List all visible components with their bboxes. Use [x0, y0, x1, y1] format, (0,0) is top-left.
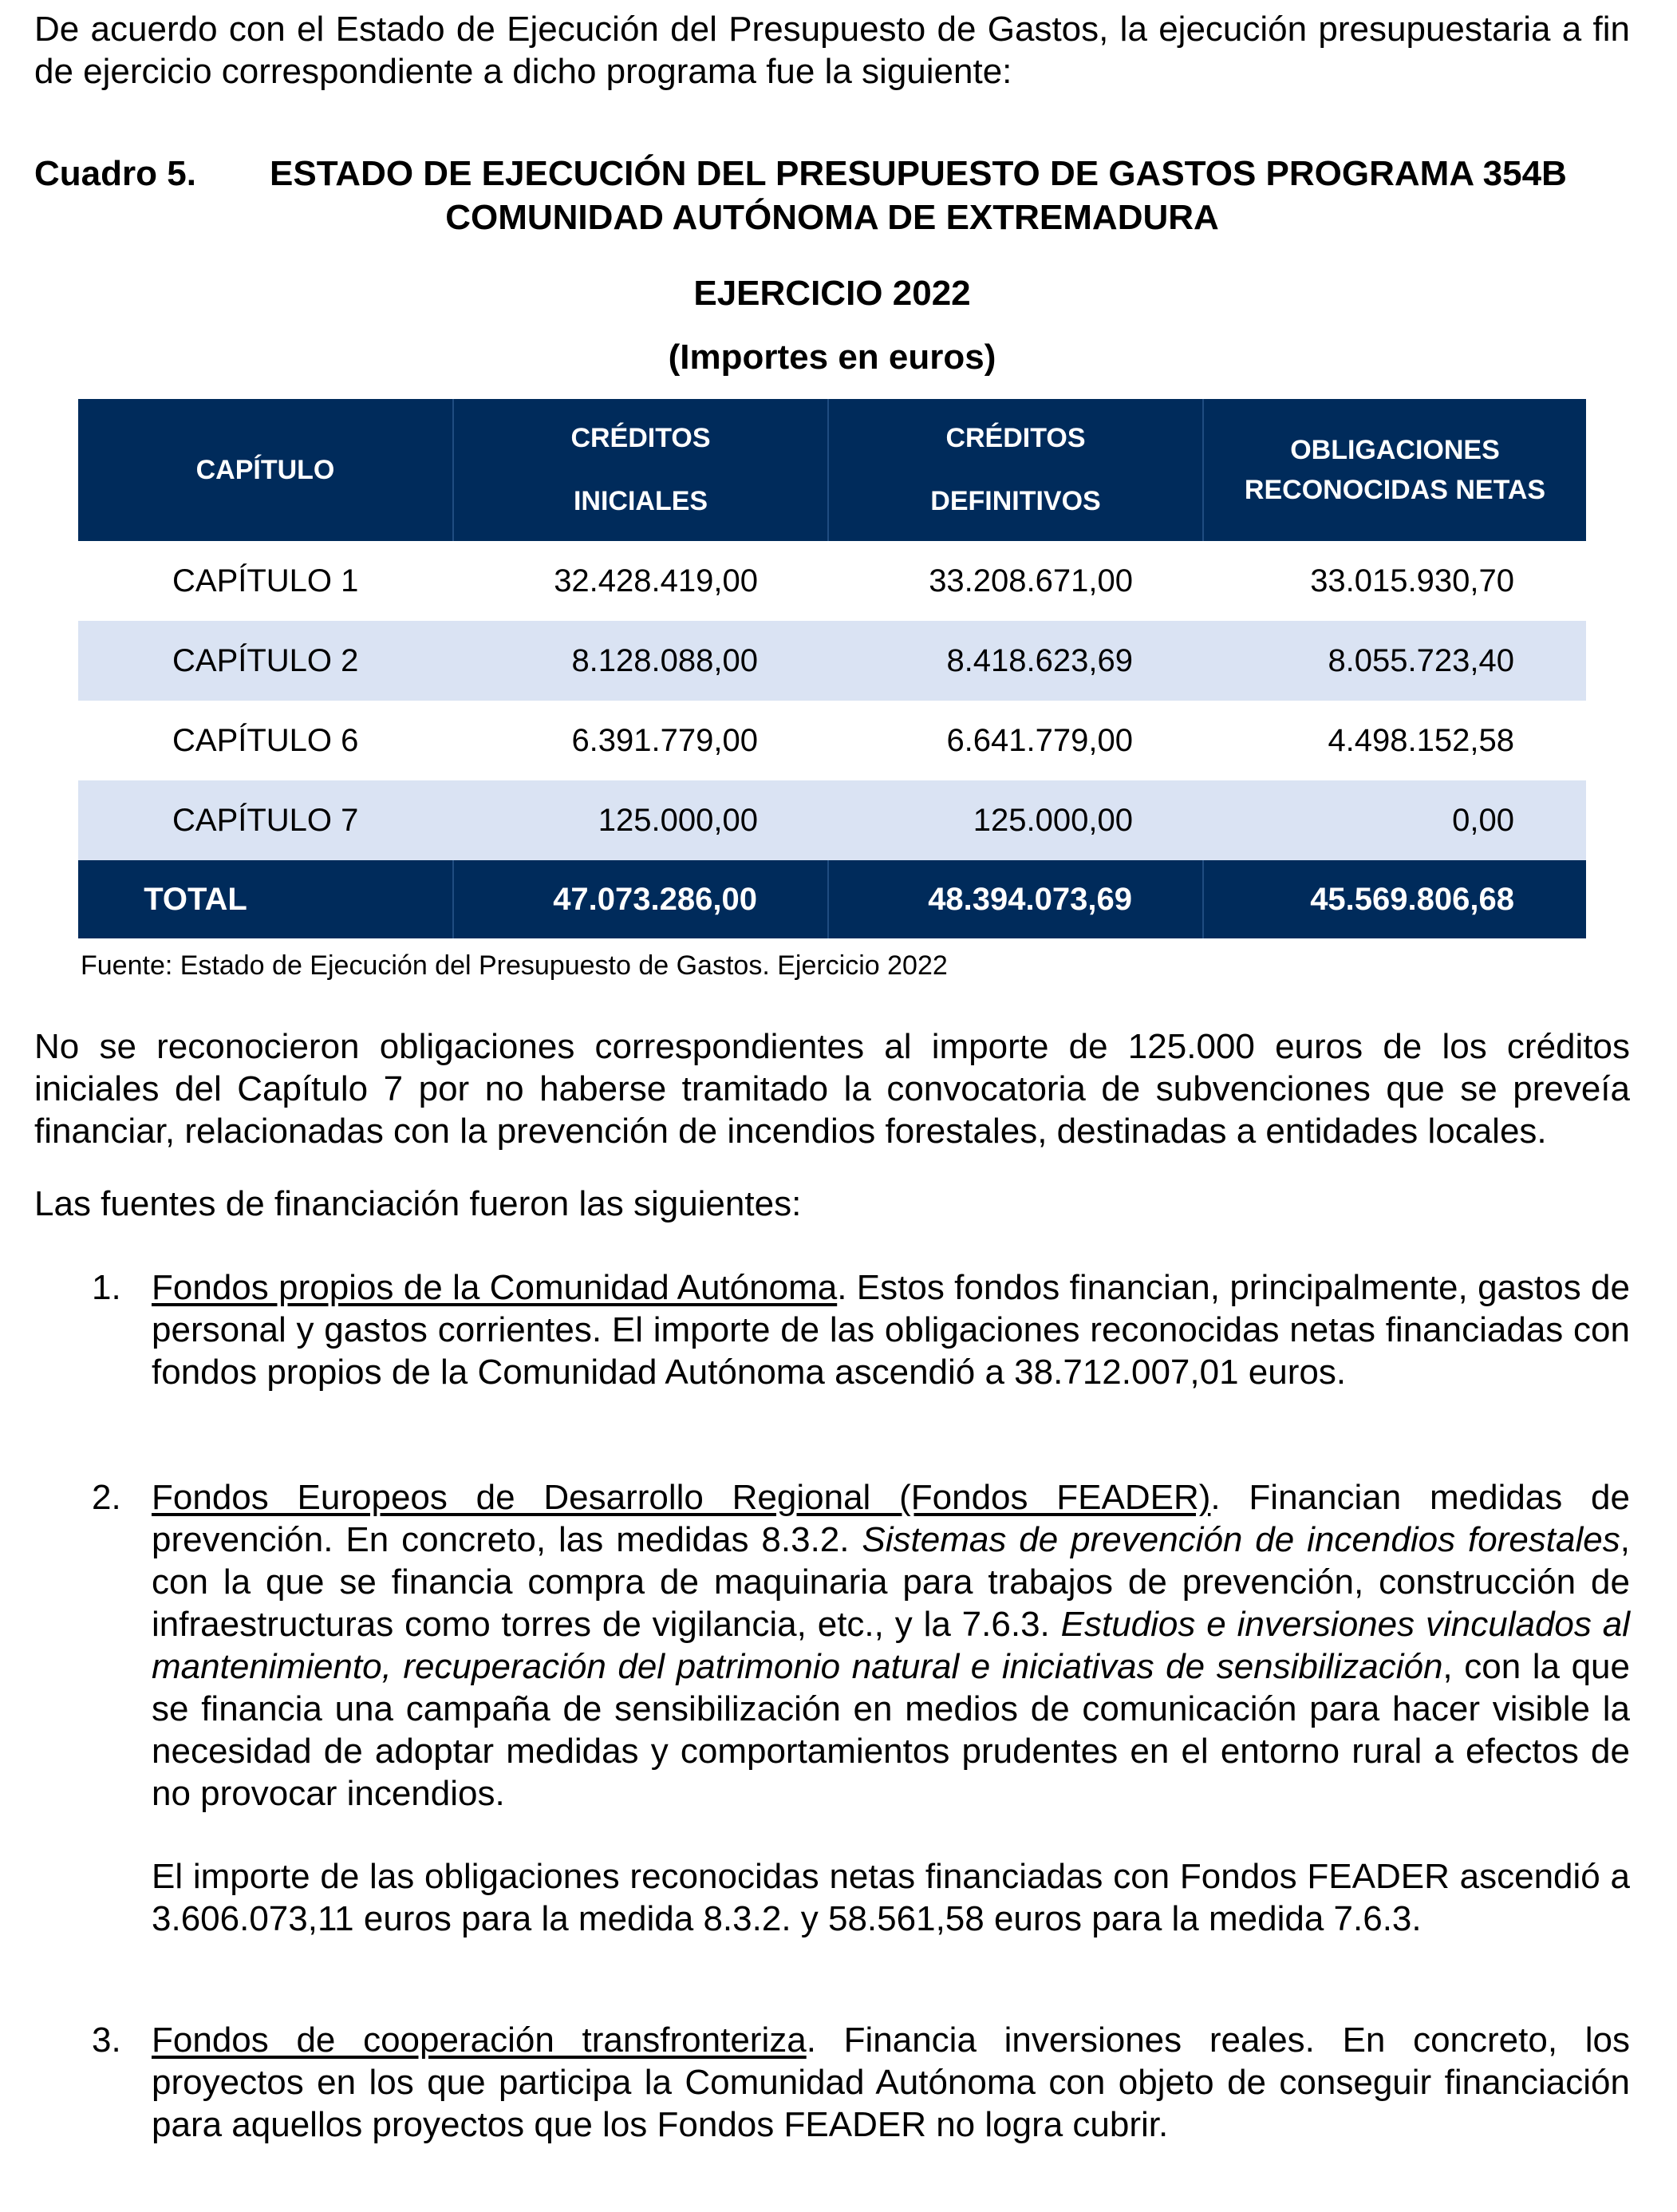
- cell-iniciales: 6.391.779,00: [571, 722, 758, 758]
- list-item-title: Fondos de cooperación transfronteriza: [152, 2020, 807, 2060]
- importes-subheading: (Importes en euros): [668, 338, 996, 377]
- header-creditos-iniciales: [453, 399, 828, 541]
- cell-obligaciones: 8.055.723,40: [1203, 621, 1586, 701]
- budget-execution-table: [78, 399, 1586, 938]
- table-row: [78, 621, 1586, 701]
- list-number: 3.: [92, 2020, 121, 2060]
- list-item-body: [152, 1266, 1630, 1393]
- paragraph-fuentes: Las fuentes de financiación fueron las siguientes:: [34, 1184, 802, 1223]
- ejercicio-heading: EJERCICIO 2022: [693, 274, 971, 313]
- intro-paragraph: De acuerdo con el Estado de Ejecución del Presupuesto de Gastos, la ejecución presupuestaria a fin de ejercicio correspondiente a dicho programa fue la siguiente:: [34, 10, 1630, 91]
- cell-iniciales: 8.128.088,00: [453, 621, 828, 701]
- header-creditos-definitivos-line2: DEFINITIVOS: [930, 486, 1101, 516]
- list-item-text: . Estos fondos financian, principalmente, gastos de personal y gastos corrientes. El importe de las obligaciones reconocidas netas financiadas con fondos propios de la Comunidad Autónoma ascendió a 38.712.007,01 euros.: [152, 1268, 1630, 1392]
- cuadro-title-line1: ESTADO DE EJECUCIÓN DEL PRESUPUESTO DE GASTOS PROGRAMA 354B: [270, 154, 1567, 193]
- list-item-text: . Financia inversiones reales. En concreto, los proyectos en los que participa la Comunidad Autónoma con objeto de conseguir financiación para aquellos proyectos que los Fondos FEADER no logra cubrir.: [152, 2020, 1630, 2144]
- table-row: [78, 541, 1586, 621]
- total-definitivos: 48.394.073,69: [828, 860, 1203, 938]
- header-capitulo-label: CAPÍTULO: [195, 454, 335, 485]
- total-obligaciones: 45.569.806,68: [1203, 860, 1586, 938]
- cell-capitulo: CAPÍTULO 6: [172, 722, 359, 758]
- list-item-title: Fondos propios de la Comunidad Autónoma: [152, 1268, 838, 1307]
- list-item-text: , con la que se financia compra de maquinaria para trabajos de prevención, construcción de infraestructuras como torres de vigilancia, etc., y la 7.6.3.: [152, 1520, 1630, 1644]
- cell-obligaciones: 0,00: [1203, 780, 1586, 860]
- list-item-text: , con la que se financia una campaña de sensibilización en medios de comunicación para hacer visible la necesidad de adoptar medidas y comportamientos prudentes en el entorno rural a efectos de no provocar incendios.: [152, 1647, 1630, 1813]
- cell-capitulo: CAPÍTULO 1: [172, 563, 359, 598]
- header-capitulo: [78, 399, 453, 541]
- total-iniciales: 47.073.286,00: [453, 860, 828, 938]
- cell-definitivos: 33.208.671,00: [929, 563, 1133, 598]
- list-number: 1.: [92, 1268, 121, 1307]
- cell-iniciales: 32.428.419,00: [554, 563, 758, 598]
- cell-obligaciones: 4.498.152,58: [1328, 722, 1514, 758]
- cuadro-label: Cuadro 5.: [34, 154, 196, 193]
- list-item-text: . Financian medidas de prevención. En concreto, las medidas 8.3.2.: [152, 1478, 1630, 1559]
- header-creditos-iniciales-line1: CRÉDITOS: [570, 423, 711, 453]
- cell-iniciales: 125.000,00: [453, 780, 828, 860]
- measure-832-name: Sistemas de prevención de incendios forestales: [862, 1520, 1620, 1559]
- cell-definitivos: 8.418.623,69: [828, 621, 1203, 701]
- list-item-body: [152, 1476, 1630, 1815]
- measure-763-name: Estudios e inversiones vinculados al mantenimiento, recuperación del patrimonio natural e iniciativas de sensibilización: [152, 1605, 1630, 1686]
- cuadro-title-line2: COMUNIDAD AUTÓNOMA DE EXTREMADURA: [445, 198, 1219, 237]
- source-note: Fuente: Estado de Ejecución del Presupuesto de Gastos. Ejercicio 2022: [81, 950, 948, 981]
- cell-definitivos: 125.000,00: [828, 780, 1203, 860]
- cell-definitivos: 6.641.779,00: [946, 722, 1133, 758]
- header-obligaciones: [1203, 399, 1586, 541]
- list-item-body: [152, 2019, 1630, 2146]
- list-item-title: Fondos Europeos de Desarrollo Regional (Fondos FEADER): [152, 1478, 1211, 1517]
- table-row: [78, 701, 1586, 780]
- table-row: [78, 780, 1586, 860]
- header-obligaciones-line1: OBLIGACIONES: [1290, 435, 1500, 465]
- list-number: 2.: [92, 1478, 121, 1517]
- header-creditos-iniciales-line2: INICIALES: [573, 486, 708, 516]
- header-obligaciones-line2: RECONOCIDAS NETAS: [1244, 475, 1546, 505]
- total-label: TOTAL: [78, 860, 453, 938]
- header-creditos-definitivos: [828, 399, 1203, 541]
- cell-capitulo: CAPÍTULO 2: [78, 621, 453, 701]
- header-creditos-definitivos-line1: CRÉDITOS: [945, 423, 1086, 453]
- table-header-row: [78, 399, 1586, 541]
- cell-obligaciones: 33.015.930,70: [1310, 563, 1514, 598]
- cell-capitulo: CAPÍTULO 7: [78, 780, 453, 860]
- table-total-row: [78, 860, 1586, 938]
- list-item-subparagraph: El importe de las obligaciones reconocidas netas financiadas con Fondos FEADER ascendió a 3.606.073,11 euros para la medida 8.3.2. y 58.561,58 euros para la medida 7.6.3.: [152, 1857, 1630, 1938]
- paragraph-capitulo7: No se reconocieron obligaciones correspondientes al importe de 125.000 euros de los créditos iniciales del Capítulo 7 por no haberse tramitado la convocatoria de subvenciones que se preveía financiar, relacionadas con la prevención de incendios forestales, destinadas a entidades locales.: [34, 1027, 1630, 1151]
